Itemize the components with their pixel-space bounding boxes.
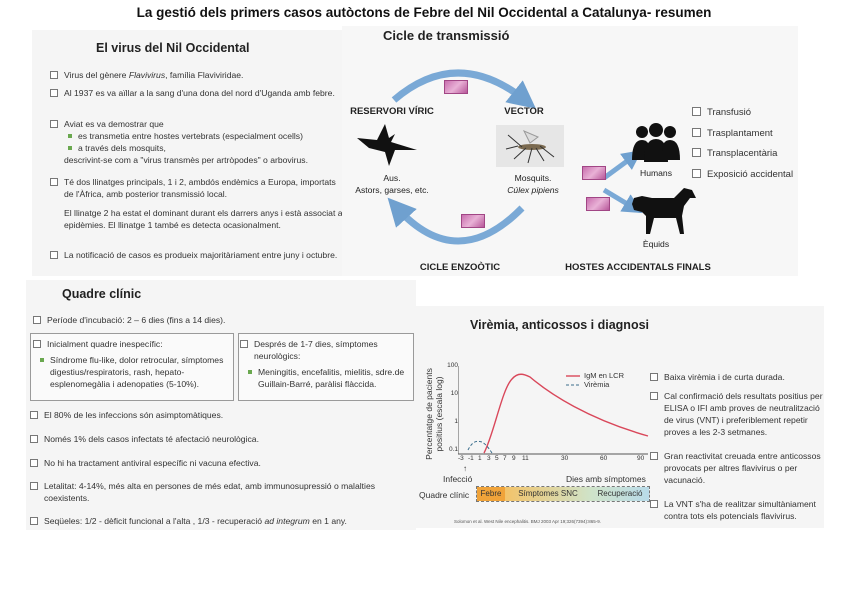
legend-viremia-label: Virèmia [584,380,610,389]
route-item: Transplacentària [692,144,793,165]
clinical-item-2: Només 1% dels casos infectats té afectació neurològica. [30,433,414,445]
checkbox-icon [692,128,701,137]
checkbox-icon [33,316,41,324]
viremia-item-3: Gran reactivitat creuada entre anticossos provocats per altres flavivirus o per vacunació. [650,450,824,486]
virus-item-5: El llinatge 2 ha estat el dominant durant els darrers anys i està associat a epidèmies. El llinatge 1 també es detecta ocasionalment. [64,208,343,230]
page-title: La gestió dels primers casos autòctons de Febre del Nil Occidental a Catalunya- resumen [136,5,712,20]
infection-label: Infecció [443,474,473,484]
checkbox-icon [30,482,38,490]
enzootic-label: CICLE ENZOÒTIC [419,262,501,273]
checkbox-icon [30,459,38,467]
humans-label: Humans [640,168,672,178]
birds-label: Aus. Astors, garses, etc. [355,173,429,195]
viremia-heading: Virèmia, anticossos i diagnosi [470,318,649,332]
virus-item-1: Virus del gènere Flavivirus, família Flaviviridae. [50,69,344,81]
clinical-item-1: El 80% de les infeccions són asimptomàtiques. [30,409,414,421]
checkbox-icon [50,71,58,79]
virus-item-3: Aviat es va demostrar que es transmetia entre hostes vertebrats (especialment ocells) a través dels mosquits, descrivint-se com a "virus transmès per artròpodes" o arbovirus. [50,118,346,166]
checkbox-icon [650,392,658,400]
route-item: Exposició accidental [692,165,793,186]
virus-particle-icon [444,80,468,94]
clinical-item-3: No hi ha tractament antiviral específic ni vacuna efectiva. [30,457,414,469]
virus-item-6: La notificació de casos es produeix majoritàriament entre juny i octubre. [50,249,346,261]
bird-icon [355,120,425,172]
virus-subitem: es transmetia entre hostes vertebrats (especialment ocells) [64,130,346,142]
route-item: Transfusió [692,103,793,124]
virus-particle-icon [461,214,485,228]
routes-list [692,103,793,185]
checkbox-icon [692,169,701,178]
viremia-item-4: La VNT s'ha de realitzar simultàniament contra tots els potencials flavivirus. [650,498,824,522]
phase-bar [476,486,650,502]
checkbox-icon [30,517,38,525]
checkbox-icon [650,500,658,508]
hosts-label: HOSTES ACCIDENTALS FINALS [565,262,711,273]
route-item: Trasplantament [692,124,793,145]
reservoir-label: RESERVORI VÍRIC [350,106,434,117]
viremia-xticks: -3 -1 1 3 5 7 9 11 30 60 90 [458,455,645,462]
cycle-heading: Cicle de transmissió [383,28,510,43]
checkbox-icon [650,373,658,381]
clinical-heading: Quadre clínic [62,287,142,301]
incubation-item: Període d'incubació: 2 – 6 dies (fins a 14 dies). [33,314,407,326]
horse-icon [628,184,700,236]
virus-item-4: Té dos llinatges principals, 1 i 2, ambdós endèmics a Europa, importats de l'Àfrica, amb posterior transmissió local. [50,176,346,200]
checkbox-icon [30,435,38,443]
viremia-ylabel: Percentatge de pacients positius (escala log) [424,368,444,460]
checkbox-icon [50,89,58,97]
initial-head: Inicialment quadre inespecífic: [33,338,237,350]
clinical-item-4: Letalitat: 4-14%, més alta en persones de més edat, amb immunosupressió o malalties coexistents. [30,480,394,504]
viremia-reference: Solomon et al. West Nile encephalitis. BMJ 2003 Apr 19;326(7394):865-9. [454,519,602,524]
phase-fever: Febre [477,487,505,501]
mosquito-image [496,125,564,167]
igm-curve [484,374,648,453]
cycle-bottom-arrow [397,208,522,241]
virus-item-2: Al 1937 es va aïllar a la sang d'una dona del nord d'Uganda amb febre. [50,87,346,99]
virus-subitem: a través dels mosquits, [64,142,346,154]
vector-label: VECTOR [504,106,544,117]
viremia-item-1: Baixa virèmia i de curta durada. [650,371,824,383]
equids-label: Èquids [642,239,670,249]
checkbox-icon [50,120,58,128]
checkbox-icon [50,251,58,259]
phase-row-label: Quadre clínic [419,490,470,500]
initial-detail: Síndrome flu-like, dolor retrocular, símptomes digestius/respiratoris, rash, hepato-esplenomegàlia i adenopaties (5-10%). [36,354,242,390]
humans-icon [630,122,682,164]
viremia-xaxis-label: Dies amb símptomes [566,474,646,484]
mosquito-icon [506,131,554,163]
neuro-detail: Meningitis, encefalitis, mielitis, sdre.de Guillain-Barré, paràlisi flàccida. [244,366,426,390]
phase-recovery: Recuperació [591,487,649,501]
checkbox-icon [240,340,248,348]
virus-heading: El virus del Nil Occidental [96,41,250,55]
viremia-item-2: Cal confirmació dels resultats positius per ELISA o IFI amb proves de neutralització de virus (VNT) i preferiblement repetir proves a les 2-3 setmanes. [650,390,824,438]
checkbox-icon [692,148,701,157]
neuro-head: Després de 1-7 dies, símptomes neurològics: [240,338,414,362]
checkbox-icon [692,107,701,116]
virus-particle-icon [582,166,606,180]
checkbox-icon [650,452,658,460]
infection-arrow-icon: ↑ [463,464,467,473]
checkbox-icon [33,340,41,348]
phase-cns: Símptomes SNC [505,487,591,501]
clinical-item-5: Seqüeles: 1/2 - dèficit funcional a l'alta , 1/3 - recuperació ad integrum en 1 any. [30,515,414,527]
legend-igm-label: IgM en LCR [584,371,625,380]
checkbox-icon [50,178,58,186]
virus-particle-icon [586,197,610,211]
checkbox-icon [30,411,38,419]
mosquito-label: Mosquits. Cúlex pipiens [507,173,559,195]
